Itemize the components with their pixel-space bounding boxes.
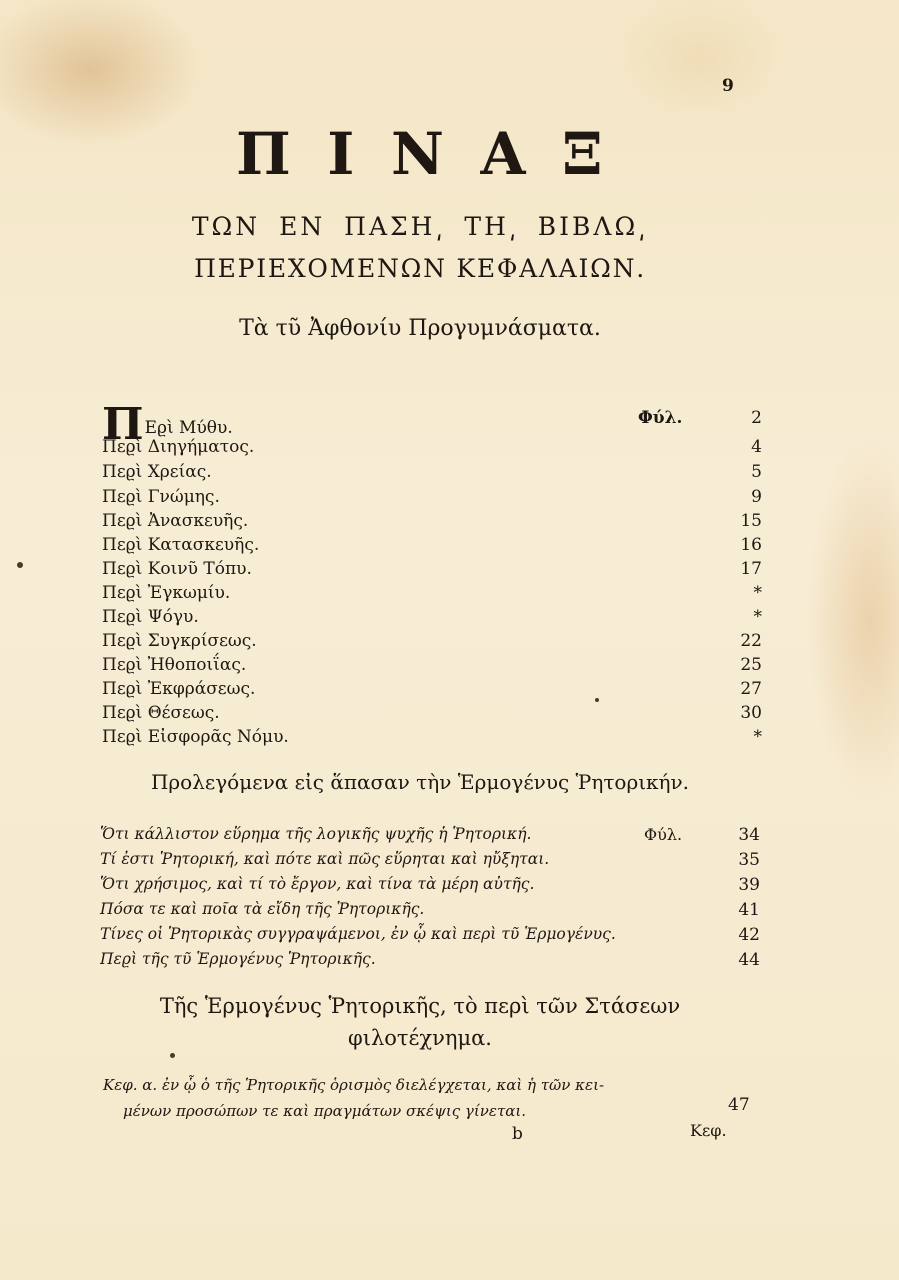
- toc-entry: [102, 535, 762, 560]
- toc-entry: [100, 925, 760, 950]
- toc-entry-label: Πεϱὶ Κατασκευῆς.: [102, 535, 260, 555]
- toc-entry-page: 17: [740, 559, 762, 579]
- section-heading-hermogenes-line-1: Τῆς Ἑρμογένυς Ῥητορικῆς, τὸ περὶ τῶν Στάσεων: [159, 994, 681, 1018]
- subtitle-line-1: ΤΩΝ ΕΝ ΠΑΣΗ͵ ΤΗ͵ ΒΙΒΛΩ͵: [191, 212, 649, 241]
- toc-entry: [102, 703, 762, 728]
- ink-speck: [17, 562, 23, 568]
- toc-entry-page: 41: [738, 900, 760, 920]
- toc-entry: [100, 900, 760, 925]
- toc-entry: [102, 655, 762, 680]
- toc-entry-label: Πεϱὶ Διηγήματος.: [102, 437, 255, 457]
- toc-entry: [102, 607, 762, 632]
- toc-entry-label: Τί ἐστι Ῥητορική, καὶ πότε καὶ πῶς εὕρηται καὶ ηὔξηται.: [100, 850, 550, 868]
- toc-entry: [102, 487, 762, 512]
- toc-entry-label: Ὅτι κάλλιστον εὕρημα τῆς λογικῆς ψυχῆς ἡ Ῥητορική.: [100, 825, 532, 843]
- subtitle-line-2: ΠΕΡΙΕΧΟΜΕΝΩΝ ΚΕΦΑΛΑΙΩΝ.: [194, 254, 646, 283]
- ink-speck: [595, 698, 599, 702]
- chapter-entry-line-1: Κεφ. α. ἐν ᾧ ὁ τῆς Ῥητορικῆς ὁρισμὸς διελέγχεται, καὶ ἡ τῶν κει-: [103, 1076, 605, 1094]
- toc-entry-page: 9: [751, 487, 762, 507]
- toc-entry-page: 25: [740, 655, 762, 675]
- toc-entry-label: Πεϱὶ Ἐγκωμίυ.: [102, 583, 231, 603]
- toc-entry: [100, 950, 760, 975]
- toc-entry-page: 39: [738, 875, 760, 895]
- toc-entry-page: 30: [740, 703, 762, 723]
- toc-entry-page: 4: [751, 437, 762, 457]
- toc-entry-label: Ὅτι χρήσιμος, καὶ τί τὸ ἔργον, καὶ τίνα τὰ μέρη αὐτῆς.: [100, 875, 535, 893]
- chapter-entry-line-2: μένων προσώπων τε καὶ πραγμάτων σκέψις γίνεται.: [123, 1102, 527, 1120]
- toc-entry: [102, 511, 762, 536]
- section-heading-prolegomena: Προλεγόμενα εἰς ἅπασαν τὴν Ἑρμογένυς Ῥητορικήν.: [150, 770, 690, 794]
- toc-entry-page: 5: [751, 462, 762, 482]
- toc-entry-label: ΠΕϱὶ Μύθυ.: [102, 399, 233, 450]
- section-heading-aphthonius: Τὰ τῦ Ἀφθονίυ Προγυμνάσματα.: [239, 316, 601, 341]
- toc-entry-label: Πεϱὶ Θέσεως.: [102, 703, 220, 723]
- toc-entry: [100, 850, 760, 875]
- toc-entry: [102, 559, 762, 584]
- toc-entry-page: 34: [738, 825, 760, 845]
- toc-entry-page: 44: [738, 950, 760, 970]
- toc-entry-page: *: [753, 727, 762, 747]
- toc-entry-label: Πόσα τε καὶ ποῖα τὰ εἴδη τῆς Ῥητορικῆς.: [100, 900, 425, 918]
- chapter-entry-page: 47: [728, 1095, 750, 1115]
- toc-entry-label: Πεϱὶ τῆς τῦ Ἑρμογένυς Ῥητορικῆς.: [100, 950, 376, 968]
- toc-entry-label: Πεϱὶ Εἰσφορᾶς Νόμυ.: [102, 727, 289, 747]
- toc-entry: [102, 631, 762, 656]
- toc-entry-label: Τίνες οἱ Ῥητορικὰς συγγραψάμενοι, ἐν ᾧ καὶ περὶ τῦ Ἑρμογένυς.: [100, 925, 616, 943]
- ink-speck: [170, 1053, 175, 1058]
- toc-entry-label: Πεϱὶ Γνώμης.: [102, 487, 220, 507]
- signature-mark: b: [512, 1124, 523, 1144]
- toc-entry-page: *: [753, 583, 762, 603]
- toc-entry-page: *: [753, 607, 762, 627]
- toc-entry-label: Πεϱὶ Χρείας.: [102, 462, 212, 482]
- page-number: 9: [722, 76, 734, 96]
- folio-label: Φύλ.: [644, 825, 683, 844]
- toc-entry-label: Πεϱὶ Κοινῦ Τόπυ.: [102, 559, 252, 579]
- section-heading-hermogenes-line-2: φιλοτέχνημα.: [348, 1026, 492, 1050]
- toc-entry: [102, 437, 762, 462]
- toc-entry-page: 16: [740, 535, 762, 555]
- folio-label: Φύλ.: [638, 408, 683, 428]
- drop-cap: Π: [102, 399, 144, 450]
- toc-entry: [100, 825, 760, 850]
- toc-entry: [102, 583, 762, 608]
- toc-entry-label: Πεϱὶ Ἠθοποιΐας.: [102, 655, 247, 675]
- toc-entry-page: 15: [740, 511, 762, 531]
- catchword: Κεφ.: [690, 1121, 727, 1140]
- toc-entry-label: Πεϱὶ Ψόγυ.: [102, 607, 199, 627]
- toc-entry: [102, 462, 762, 487]
- toc-entry-label: Πεϱὶ Ἐκφράσεως.: [102, 679, 256, 699]
- toc-entry-page: 2: [751, 408, 762, 428]
- toc-entry-page: 35: [738, 850, 760, 870]
- toc-entry: [100, 875, 760, 900]
- toc-entry-page: 22: [740, 631, 762, 651]
- toc-entry-page: 27: [740, 679, 762, 699]
- toc-entry: [102, 679, 762, 704]
- toc-entry: [102, 727, 762, 752]
- toc-entry-label: Πεϱὶ Ἀνασκευῆς.: [102, 511, 249, 531]
- toc-entry-page: 42: [738, 925, 760, 945]
- toc-entry-label: Πεϱὶ Συγκρίσεως.: [102, 631, 257, 651]
- page-title: Π Ι Ν Α Ξ: [236, 120, 604, 188]
